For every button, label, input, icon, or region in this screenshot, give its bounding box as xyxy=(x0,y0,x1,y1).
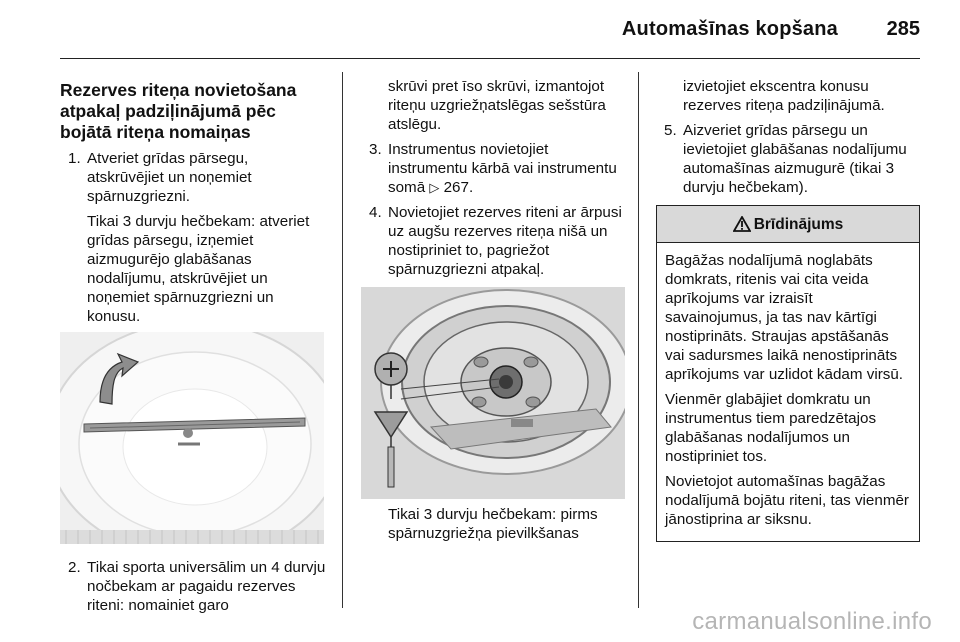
step-1-note: Tikai 3 durvju hečbekam: atveriet grīdas pārsegu, izņemiet aizmugurējo glabāšanas nodalījumu, atskrūvējiet un noņemiet spārnuzgriezni un konusu. xyxy=(87,213,310,325)
spare-wheel-cover-illustration xyxy=(60,332,324,544)
column-divider-2 xyxy=(638,72,639,608)
column-2 xyxy=(361,77,625,543)
step-text: Novietojiet rezerves riteni ar ārpusi uz augšu rezerves riteņa nišā un nostipriniet to, pagriežot spārnuzgriezni atpakaļ. xyxy=(388,204,622,278)
page-number: 285 xyxy=(886,18,920,40)
step-number: 5. xyxy=(664,122,677,139)
step-5 xyxy=(656,121,920,197)
figure-caption: Tikai 3 durvju hečbekam: pirms spārnuzgriežņa pievilkšanas xyxy=(388,506,598,542)
page-reference-icon: ▷ xyxy=(429,180,440,195)
warning-triangle-icon xyxy=(733,216,751,232)
page-reference: 267. xyxy=(443,179,474,196)
column-1 xyxy=(60,80,328,621)
step-4 xyxy=(361,203,625,279)
step-text: Atveriet grīdas pārsegu, atskrūvējiet un noņemiet spārnuzgriezni. xyxy=(87,150,252,205)
step-2 xyxy=(60,558,328,615)
step-number: 3. xyxy=(369,141,382,158)
warning-paragraph: Novietojot automašīnas bagāžas nodalījumā bojātu riteni, tas vienmēr jānostiprina ar siksnu. xyxy=(665,473,909,528)
step-3 xyxy=(361,140,625,197)
warning-box xyxy=(656,205,920,542)
step-1 xyxy=(60,149,328,206)
warning-paragraph: Bagāžas nodalījumā noglabāts domkrats, ritenis vai cita veida aprīkojums var izraisīt savainojumus, ja tas nav kārtīgi nostiprināts. Straujas apstāšanās vai sadursmes laikā nenostiprināts aprīkojums var uzlidot kādam virsū. xyxy=(665,252,904,383)
page-header-title: Automašīnas kopšana xyxy=(621,18,838,40)
step-number: 2. xyxy=(68,559,81,576)
warning-title: Brīdinājums xyxy=(753,215,844,233)
warning-header xyxy=(657,206,919,243)
watermark: carmanualsonline.info xyxy=(692,608,932,635)
warning-paragraph: Vienmēr glabājiet domkratu un instrumentus tiem paredzētajos glabāšanas nodalījumos un nostipriniet tos. xyxy=(665,391,877,465)
step-4-continued: izvietojiet ekscentra konusu rezerves riteņa padziļinājumā. xyxy=(683,78,885,114)
step-text: Aizveriet grīdas pārsegu un ievietojiet glabāšanas nodalījumu automašīnas aizmugurē (tikai 3 durvju hečbekam). xyxy=(683,122,907,196)
warning-body xyxy=(657,243,919,541)
step-number: 4. xyxy=(369,204,382,221)
column-divider-1 xyxy=(342,72,343,608)
spare-wheel-well-illustration xyxy=(361,287,625,499)
step-number: 1. xyxy=(68,150,81,167)
step-2-continued: skrūvi pret īso skrūvi, izmantojot riteņu uzgriežņatslēgas sešstūra atslēgu. xyxy=(388,78,606,133)
step-text: Instrumentus novietojiet instrumentu kārbā vai instrumentu somā xyxy=(388,141,617,196)
column-3 xyxy=(656,77,920,542)
section-title: Rezerves riteņa novietošana atpakaļ padziļinājumā pēc bojātā riteņa nomaiņas xyxy=(60,80,297,142)
header-rule xyxy=(60,58,920,59)
step-text: Tikai sporta universālim un 4 durvju nočbekam ar pagaidu rezerves riteni: nomainiet garo xyxy=(87,559,326,614)
